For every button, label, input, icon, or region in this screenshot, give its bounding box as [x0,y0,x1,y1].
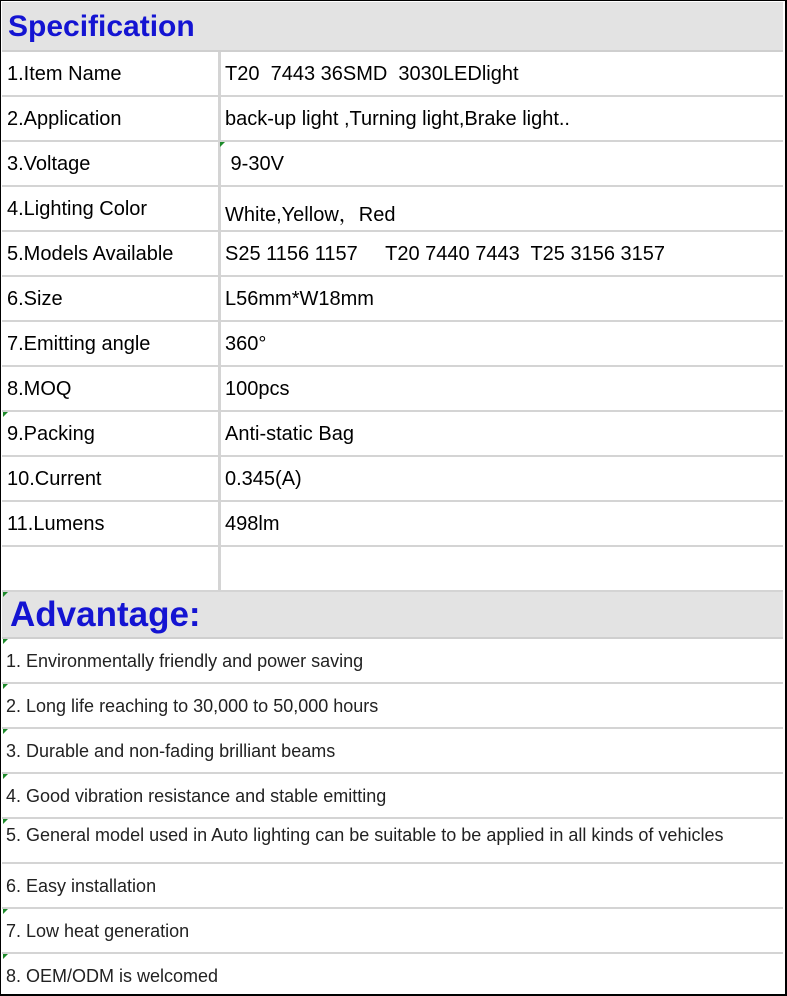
advantage-title: Advantage: [10,595,201,634]
cell-note-marker [3,412,8,417]
advantage-item [2,774,783,819]
spec-value: 498lm [225,513,280,535]
spec-value: 100pcs [225,378,290,400]
column-divider [218,367,221,412]
advantage-item [2,729,783,774]
spec-row [2,142,783,187]
column-divider [218,457,221,502]
cell-note-marker [3,909,8,914]
spec-key: 6.Size [7,288,63,310]
advantage-text: 3. Durable and non-fading brilliant beams [6,741,336,761]
column-divider [218,502,221,547]
column-divider [218,322,221,367]
advantage-item [2,639,783,684]
spec-row [2,232,783,277]
spec-key: 7.Emitting angle [7,333,151,355]
spec-key: 10.Current [7,468,102,490]
spec-row [2,97,783,142]
spec-value: T20 7443 36SMD 3030LEDlight [225,63,519,85]
spec-row [2,502,783,547]
spec-row [2,412,783,457]
spec-key: 2.Application [7,108,122,130]
advantage-text: 5. General model used in Auto lighting can be suitable to be applied in all kinds of vehicles [6,825,724,845]
advantage-heading [2,592,783,639]
cell-note-marker [3,592,8,597]
spec-key: 1.Item Name [7,63,122,85]
cell-note-marker [220,142,225,147]
spec-value: S25 1156 1157 T20 7440 7443 T25 3156 3157 [225,243,666,265]
advantage-text: 7. Low heat generation [6,921,190,941]
spec-value: 0.345(A) [225,468,302,490]
column-divider [218,232,221,277]
advantage-text: 2. Long life reaching to 30,000 to 50,000 hours [6,696,379,716]
spec-key: 4.Lighting Color [7,198,148,220]
spec-row [2,187,783,232]
specification-heading: Specification [2,2,783,52]
cell-note-marker [3,729,8,734]
spec-value: White,Yellow，Red [225,204,396,226]
spec-key: 3.Voltage [7,153,91,175]
advantage-item [2,864,783,909]
spec-row [2,367,783,412]
spec-row [2,457,783,502]
spec-key: 5.Models Available [7,243,174,265]
advantage-text: 6. Easy installation [6,876,157,896]
advantage-text: 1. Environmentally friendly and power saving [6,651,364,671]
column-divider [218,547,221,592]
spec-value: back-up light ,Turning light,Brake light.. [225,108,570,130]
advantage-item [2,954,783,996]
cell-note-marker [3,684,8,689]
advantage-text: 8. OEM/ODM is welcomed [6,966,219,986]
cell-note-marker [3,954,8,959]
spec-value: 9-30V [225,153,284,175]
column-divider [218,277,221,322]
spec-row [2,277,783,322]
spec-key: 9.Packing [7,423,95,445]
advantage-item [2,819,783,864]
column-divider [218,187,221,232]
column-divider [218,52,221,97]
spec-row-empty [2,547,783,592]
spec-value: Anti-static Bag [225,423,354,445]
cell-note-marker [3,774,8,779]
advantage-text: 4. Good vibration resistance and stable emitting [6,786,387,806]
spec-value: 360° [225,333,267,355]
spec-value: L56mm*W18mm [225,288,374,310]
spec-key: 11.Lumens [7,513,105,535]
advantage-item [2,684,783,729]
column-divider [218,412,221,457]
spec-row [2,322,783,367]
column-divider [218,97,221,142]
column-divider [218,142,221,187]
spec-key: 8.MOQ [7,378,72,400]
cell-note-marker [3,639,8,644]
spec-row [2,52,783,97]
advantage-item [2,909,783,954]
